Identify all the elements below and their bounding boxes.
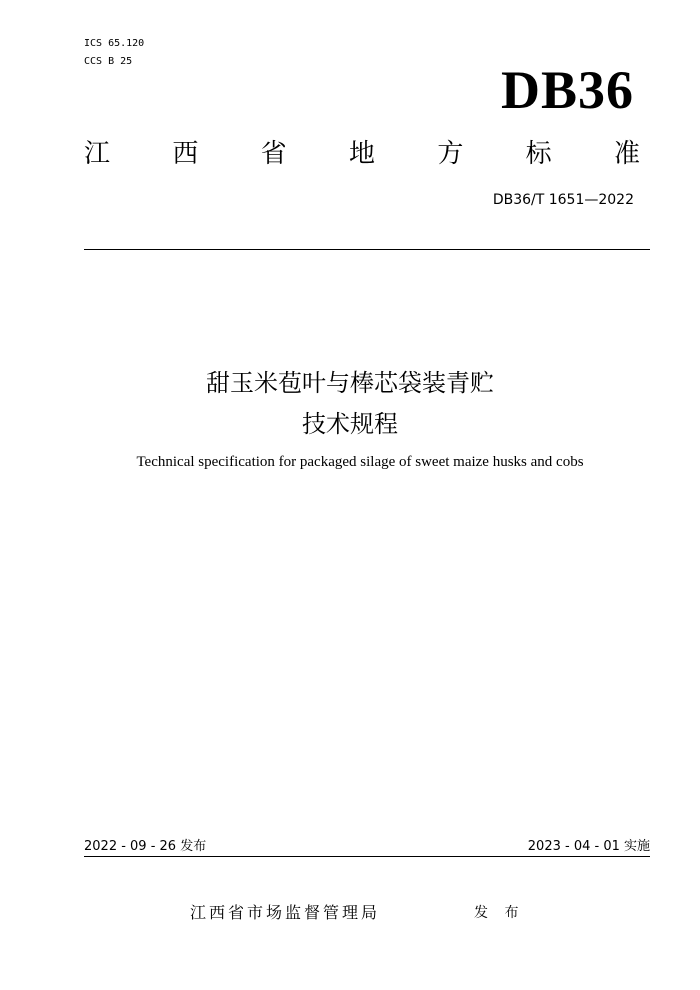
footer-divider — [84, 856, 650, 857]
title-english: Technical specification for packaged silage of sweet maize husks and cobs — [136, 454, 584, 470]
standard-type-char: 方 — [437, 139, 464, 169]
header-divider — [84, 249, 650, 250]
implementation-date: 2023 - 04 - 01 实施 — [527, 839, 650, 854]
standard-type-char: 西 — [172, 139, 199, 169]
standard-type-char: 地 — [348, 139, 375, 169]
standard-type-heading — [84, 136, 640, 172]
title-chinese-line-2: 技术规程 — [302, 410, 398, 438]
issue-label: 发 布 — [474, 905, 525, 921]
standard-number: DB36/T 1651—2022 — [492, 192, 634, 208]
standard-logo: DB36 — [500, 60, 634, 120]
title-chinese-line-1: 甜玉米苞叶与棒芯袋装青贮 — [206, 369, 494, 397]
ics-code: ICS 65.120 — [84, 38, 145, 49]
ccs-code: CCS B 25 — [84, 56, 133, 67]
standard-type-char: 江 — [84, 139, 111, 169]
standard-type-char: 准 — [613, 139, 640, 169]
standard-type-char: 省 — [260, 139, 287, 169]
standard-type-char: 标 — [525, 139, 552, 169]
issue-date: 2022 - 09 - 26 发布 — [84, 839, 207, 854]
issuing-authority: 江西省市场监督管理局 — [190, 903, 381, 922]
